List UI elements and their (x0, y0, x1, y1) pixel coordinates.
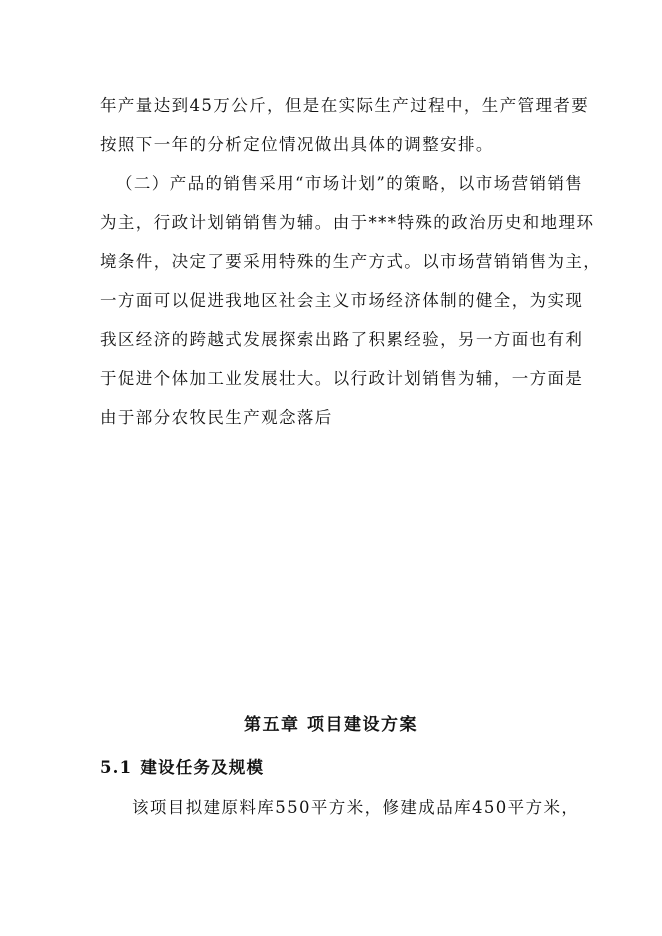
paragraph-2-line-3: 境条件，决定了要采用特殊的生产方式。以市场营销销售为主， (100, 252, 602, 271)
section-title: 建设任务及规模 (140, 758, 265, 777)
paragraph-2-line-2: 为主，行政计划销销售为辅。由于***特殊的政治历史和地理环 (100, 213, 595, 232)
paragraph-2-line-1: （二）产品的销售采用“市场计划”的策略，以市场营销销售 (116, 174, 584, 193)
section-heading (100, 757, 264, 779)
paragraph-2-line-7: 由于部分农牧民生产观念落后 (100, 408, 333, 427)
paragraph-2-line-6: 于促进个体加工业发展壮大。以行政计划销售为辅，一方面是 (100, 369, 584, 388)
paragraph-1-line-1: 年产量达到45万公斤，但是在实际生产过程中，生产管理者要 (100, 96, 590, 115)
section-body-line: 该项目拟建原料库550平方米，修建成品库450平方米， (132, 798, 580, 817)
paragraph-2-line-4: 一方面可以促进我地区社会主义市场经济体制的健全，为实现 (100, 291, 584, 310)
section-number: 5.1 (100, 758, 133, 777)
paragraph-1-line-2: 按照下一年的分析定位情况做出具体的调整安排。 (100, 135, 494, 154)
chapter-title: 第五章 项目建设方案 (244, 715, 418, 735)
paragraph-2-line-5: 我区经济的跨越式发展探索出路了积累经验，另一方面也有利 (100, 330, 584, 349)
